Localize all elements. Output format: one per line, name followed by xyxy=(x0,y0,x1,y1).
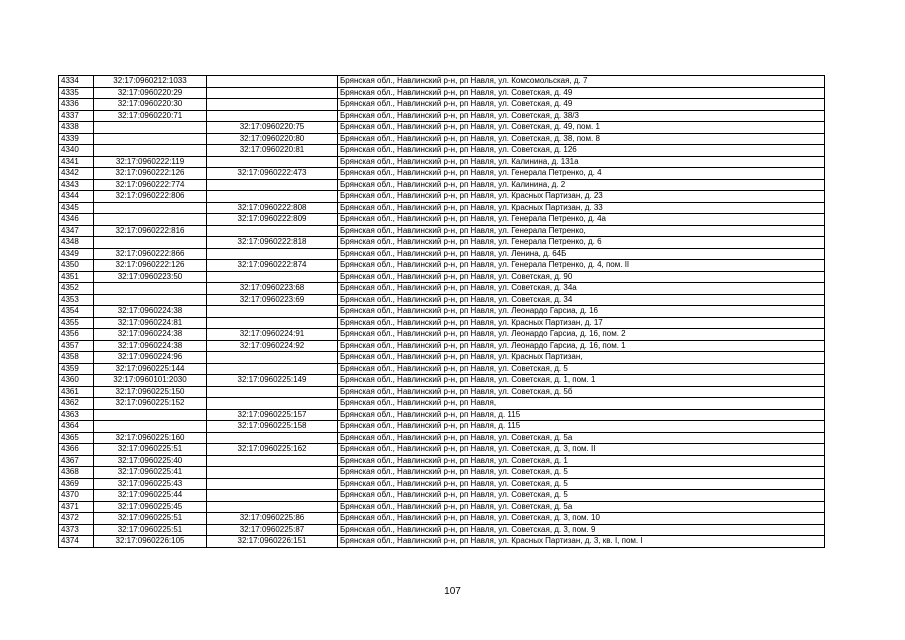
object-cadastral-number-cell xyxy=(207,271,338,283)
address-cell: Брянская обл., Навлинский р-н, рп Навля, ул. Советская, д. 38, пом. 8 xyxy=(338,133,825,145)
row-number-cell: 4354 xyxy=(59,306,94,318)
cadastral-number-cell: 32:17:0960225:144 xyxy=(94,363,207,375)
row-number-cell: 4345 xyxy=(59,202,94,214)
row-number-cell: 4341 xyxy=(59,156,94,168)
row-number-cell: 4353 xyxy=(59,294,94,306)
object-cadastral-number-cell xyxy=(207,386,338,398)
cadastral-number-cell: 32:17:0960225:152 xyxy=(94,398,207,410)
address-cell: Брянская обл., Навлинский р-н, рп Навля, ул. Советская, д. 34а xyxy=(338,283,825,295)
table-row xyxy=(59,271,825,283)
address-cell: Брянская обл., Навлинский р-н, рп Навля, ул. Советская, д. 1 xyxy=(338,455,825,467)
object-cadastral-number-cell xyxy=(207,455,338,467)
object-cadastral-number-cell xyxy=(207,225,338,237)
row-number-cell: 4347 xyxy=(59,225,94,237)
object-cadastral-number-cell: 32:17:0960225:86 xyxy=(207,513,338,525)
row-number-cell: 4367 xyxy=(59,455,94,467)
table-row xyxy=(59,225,825,237)
row-number-cell: 4349 xyxy=(59,248,94,260)
registry-table-body xyxy=(59,76,825,548)
object-cadastral-number-cell xyxy=(207,467,338,479)
address-cell: Брянская обл., Навлинский р-н, рп Навля, ул. Советская, д. 90 xyxy=(338,271,825,283)
row-number-cell: 4366 xyxy=(59,444,94,456)
cadastral-number-cell: 32:17:0960225:44 xyxy=(94,490,207,502)
object-cadastral-number-cell xyxy=(207,156,338,168)
cadastral-number-cell: 32:17:0960212:1033 xyxy=(94,76,207,88)
row-number-cell: 4364 xyxy=(59,421,94,433)
cadastral-number-cell: 32:17:0960223:50 xyxy=(94,271,207,283)
cadastral-number-cell: 32:17:0960225:160 xyxy=(94,432,207,444)
cadastral-number-cell: 32:17:0960226:105 xyxy=(94,536,207,548)
row-number-cell: 4365 xyxy=(59,432,94,444)
row-number-cell: 4358 xyxy=(59,352,94,364)
object-cadastral-number-cell: 32:17:0960225:149 xyxy=(207,375,338,387)
table-row xyxy=(59,375,825,387)
cadastral-number-cell: 32:17:0960220:30 xyxy=(94,99,207,111)
cadastral-number-cell: 32:17:0960220:29 xyxy=(94,87,207,99)
address-cell: Брянская обл., Навлинский р-н, рп Навля, ул. Красных Партизан, д. 33 xyxy=(338,202,825,214)
table-row xyxy=(59,248,825,260)
row-number-cell: 4369 xyxy=(59,478,94,490)
table-row xyxy=(59,536,825,548)
object-cadastral-number-cell: 32:17:0960220:81 xyxy=(207,145,338,157)
table-row xyxy=(59,260,825,272)
row-number-cell: 4346 xyxy=(59,214,94,226)
address-cell: Брянская обл., Навлинский р-н, рп Навля, ул. Генерала Петренко, д. 4а xyxy=(338,214,825,226)
row-number-cell: 4374 xyxy=(59,536,94,548)
row-number-cell: 4334 xyxy=(59,76,94,88)
table-row xyxy=(59,179,825,191)
table-row xyxy=(59,87,825,99)
object-cadastral-number-cell: 32:17:0960222:809 xyxy=(207,214,338,226)
object-cadastral-number-cell: 32:17:0960222:808 xyxy=(207,202,338,214)
row-number-cell: 4371 xyxy=(59,501,94,513)
row-number-cell: 4363 xyxy=(59,409,94,421)
table-row xyxy=(59,110,825,122)
page-number: 107 xyxy=(444,586,461,597)
table-row xyxy=(59,490,825,502)
object-cadastral-number-cell xyxy=(207,306,338,318)
row-number-cell: 4355 xyxy=(59,317,94,329)
row-number-cell: 4340 xyxy=(59,145,94,157)
cadastral-number-cell xyxy=(94,122,207,134)
object-cadastral-number-cell xyxy=(207,398,338,410)
table-row xyxy=(59,398,825,410)
address-cell: Брянская обл., Навлинский р-н, рп Навля, ул. Леонардо Гарсиа, д. 16 xyxy=(338,306,825,318)
address-cell: Брянская обл., Навлинский р-н, рп Навля, ул. Советская, д. 5а xyxy=(338,501,825,513)
object-cadastral-number-cell: 32:17:0960223:69 xyxy=(207,294,338,306)
cadastral-number-cell xyxy=(94,133,207,145)
cadastral-number-cell: 32:17:0960225:45 xyxy=(94,501,207,513)
cadastral-number-cell: 32:17:0960224:38 xyxy=(94,340,207,352)
address-cell: Брянская обл., Навлинский р-н, рп Навля, ул. Советская, д. 49 xyxy=(338,99,825,111)
address-cell: Брянская обл., Навлинский р-н, рп Навля, ул. Генерала Петренко, д. 6 xyxy=(338,237,825,249)
address-cell: Брянская обл., Навлинский р-н, рп Навля, ул. Калинина, д. 2 xyxy=(338,179,825,191)
row-number-cell: 4361 xyxy=(59,386,94,398)
object-cadastral-number-cell xyxy=(207,490,338,502)
row-number-cell: 4368 xyxy=(59,467,94,479)
address-cell: Брянская обл., Навлинский р-н, рп Навля, ул. Красных Партизан, д. 17 xyxy=(338,317,825,329)
cadastral-number-cell xyxy=(94,283,207,295)
address-cell: Брянская обл., Навлинский р-н, рп Навля, ул. Леонардо Гарсиа, д. 16, пом. 2 xyxy=(338,329,825,341)
address-cell: Брянская обл., Навлинский р-н, рп Навля, ул. Советская, д. 5 xyxy=(338,363,825,375)
table-row xyxy=(59,214,825,226)
object-cadastral-number-cell: 32:17:0960225:87 xyxy=(207,524,338,536)
table-row xyxy=(59,145,825,157)
row-number-cell: 4339 xyxy=(59,133,94,145)
address-cell: Брянская обл., Навлинский р-н, рп Навля, ул. Советская, д. 5 xyxy=(338,478,825,490)
cadastral-number-cell xyxy=(94,214,207,226)
table-row xyxy=(59,133,825,145)
table-row xyxy=(59,432,825,444)
address-cell: Брянская обл., Навлинский р-н, рп Навля, ул. Красных Партизан, д. 3, кв. I, пом. I xyxy=(338,536,825,548)
table-row xyxy=(59,329,825,341)
cadastral-number-cell: 32:17:0960225:51 xyxy=(94,513,207,525)
address-cell: Брянская обл., Навлинский р-н, рп Навля, ул. Генерала Петренко, xyxy=(338,225,825,237)
cadastral-number-cell: 32:17:0960225:40 xyxy=(94,455,207,467)
row-number-cell: 4348 xyxy=(59,237,94,249)
address-cell: Брянская обл., Навлинский р-н, рп Навля, ул. Генерала Петренко, д. 4 xyxy=(338,168,825,180)
table-row xyxy=(59,524,825,536)
address-cell: Брянская обл., Навлинский р-н, рп Навля, ул. Калинина, д. 131а xyxy=(338,156,825,168)
row-number-cell: 4370 xyxy=(59,490,94,502)
address-cell: Брянская обл., Навлинский р-н, рп Навля, ул. Советская, д. 38/3 xyxy=(338,110,825,122)
address-cell: Брянская обл., Навлинский р-н, рп Навля, ул. Красных Партизан, д. 23 xyxy=(338,191,825,203)
cadastral-number-cell: 32:17:0960224:38 xyxy=(94,329,207,341)
row-number-cell: 4336 xyxy=(59,99,94,111)
object-cadastral-number-cell: 32:17:0960223:68 xyxy=(207,283,338,295)
cadastral-number-cell: 32:17:0960225:150 xyxy=(94,386,207,398)
table-row xyxy=(59,122,825,134)
row-number-cell: 4343 xyxy=(59,179,94,191)
registry-table xyxy=(58,75,825,548)
object-cadastral-number-cell: 32:17:0960222:473 xyxy=(207,168,338,180)
row-number-cell: 4338 xyxy=(59,122,94,134)
table-row xyxy=(59,421,825,433)
cadastral-number-cell: 32:17:0960222:806 xyxy=(94,191,207,203)
address-cell: Брянская обл., Навлинский р-н, рп Навля, ул. Советская, д. 126 xyxy=(338,145,825,157)
object-cadastral-number-cell xyxy=(207,432,338,444)
cadastral-number-cell xyxy=(94,237,207,249)
address-cell: Брянская обл., Навлинский р-н, рп Навля, ул. Советская, д. 1, пом. 1 xyxy=(338,375,825,387)
table-row xyxy=(59,444,825,456)
object-cadastral-number-cell xyxy=(207,248,338,260)
object-cadastral-number-cell xyxy=(207,99,338,111)
address-cell: Брянская обл., Навлинский р-н, рп Навля, ул. Советская, д. 5 xyxy=(338,467,825,479)
table-row xyxy=(59,76,825,88)
address-cell: Брянская обл., Навлинский р-н, рп Навля, ул. Советская, д. 5б xyxy=(338,386,825,398)
address-cell: Брянская обл., Навлинский р-н, рп Навля, xyxy=(338,398,825,410)
object-cadastral-number-cell: 32:17:0960220:80 xyxy=(207,133,338,145)
address-cell: Брянская обл., Навлинский р-н, рп Навля, ул. Генерала Петренко, д. 4, пом. II xyxy=(338,260,825,272)
object-cadastral-number-cell xyxy=(207,191,338,203)
cadastral-number-cell: 32:17:0960224:38 xyxy=(94,306,207,318)
row-number-cell: 4337 xyxy=(59,110,94,122)
object-cadastral-number-cell: 32:17:0960220:75 xyxy=(207,122,338,134)
row-number-cell: 4360 xyxy=(59,375,94,387)
table-row xyxy=(59,352,825,364)
table-row xyxy=(59,306,825,318)
row-number-cell: 4373 xyxy=(59,524,94,536)
cadastral-number-cell xyxy=(94,294,207,306)
cadastral-number-cell: 32:17:0960225:51 xyxy=(94,524,207,536)
object-cadastral-number-cell: 32:17:0960226:151 xyxy=(207,536,338,548)
table-row xyxy=(59,202,825,214)
object-cadastral-number-cell xyxy=(207,363,338,375)
row-number-cell: 4342 xyxy=(59,168,94,180)
cadastral-number-cell: 32:17:0960101:2030 xyxy=(94,375,207,387)
cadastral-number-cell: 32:17:0960220:71 xyxy=(94,110,207,122)
object-cadastral-number-cell: 32:17:0960222:874 xyxy=(207,260,338,272)
cadastral-number-cell xyxy=(94,145,207,157)
cadastral-number-cell: 32:17:0960224:81 xyxy=(94,317,207,329)
table-row xyxy=(59,99,825,111)
cadastral-number-cell: 32:17:0960222:126 xyxy=(94,168,207,180)
table-row xyxy=(59,191,825,203)
table-row xyxy=(59,168,825,180)
row-number-cell: 4357 xyxy=(59,340,94,352)
table-row xyxy=(59,317,825,329)
table-row xyxy=(59,386,825,398)
cadastral-number-cell: 32:17:0960224:96 xyxy=(94,352,207,364)
address-cell: Брянская обл., Навлинский р-н, рп Навля, ул. Ленина, д. 64Б xyxy=(338,248,825,260)
object-cadastral-number-cell: 32:17:0960224:91 xyxy=(207,329,338,341)
cadastral-number-cell: 32:17:0960222:126 xyxy=(94,260,207,272)
cadastral-number-cell: 32:17:0960222:774 xyxy=(94,179,207,191)
row-number-cell: 4359 xyxy=(59,363,94,375)
object-cadastral-number-cell: 32:17:0960222:818 xyxy=(207,237,338,249)
address-cell: Брянская обл., Навлинский р-н, рп Навля, ул. Советская, д. 49 xyxy=(338,87,825,99)
address-cell: Брянская обл., Навлинский р-н, рп Навля, д. 115 xyxy=(338,409,825,421)
table-row xyxy=(59,237,825,249)
address-cell: Брянская обл., Навлинский р-н, рп Навля, ул. Советская, д. 3, пом. 10 xyxy=(338,513,825,525)
table-row xyxy=(59,283,825,295)
table-row xyxy=(59,340,825,352)
row-number-cell: 4372 xyxy=(59,513,94,525)
cadastral-number-cell: 32:17:0960222:866 xyxy=(94,248,207,260)
row-number-cell: 4351 xyxy=(59,271,94,283)
address-cell: Брянская обл., Навлинский р-н, рп Навля, д. 115 xyxy=(338,421,825,433)
object-cadastral-number-cell xyxy=(207,76,338,88)
object-cadastral-number-cell xyxy=(207,179,338,191)
object-cadastral-number-cell xyxy=(207,352,338,364)
address-cell: Брянская обл., Навлинский р-н, рп Навля, ул. Советская, д. 3, пом. II xyxy=(338,444,825,456)
table-row xyxy=(59,455,825,467)
table-row xyxy=(59,363,825,375)
address-cell: Брянская обл., Навлинский р-н, рп Навля, ул. Советская, д. 3, пом. 9 xyxy=(338,524,825,536)
address-cell: Брянская обл., Навлинский р-н, рп Навля, ул. Советская, д. 5 xyxy=(338,490,825,502)
row-number-cell: 4352 xyxy=(59,283,94,295)
address-cell: Брянская обл., Навлинский р-н, рп Навля, ул. Красных Партизан, xyxy=(338,352,825,364)
cadastral-number-cell: 32:17:0960222:816 xyxy=(94,225,207,237)
row-number-cell: 4356 xyxy=(59,329,94,341)
table-row xyxy=(59,294,825,306)
cadastral-number-cell: 32:17:0960225:51 xyxy=(94,444,207,456)
cadastral-number-cell xyxy=(94,409,207,421)
object-cadastral-number-cell xyxy=(207,317,338,329)
object-cadastral-number-cell xyxy=(207,87,338,99)
object-cadastral-number-cell: 32:17:0960225:162 xyxy=(207,444,338,456)
cadastral-number-cell xyxy=(94,202,207,214)
cadastral-number-cell: 32:17:0960225:43 xyxy=(94,478,207,490)
table-row xyxy=(59,409,825,421)
cadastral-number-cell: 32:17:0960222:119 xyxy=(94,156,207,168)
row-number-cell: 4362 xyxy=(59,398,94,410)
object-cadastral-number-cell xyxy=(207,501,338,513)
address-cell: Брянская обл., Навлинский р-н, рп Навля, ул. Советская, д. 34 xyxy=(338,294,825,306)
row-number-cell: 4350 xyxy=(59,260,94,272)
table-row xyxy=(59,513,825,525)
object-cadastral-number-cell: 32:17:0960224:92 xyxy=(207,340,338,352)
cadastral-number-cell xyxy=(94,421,207,433)
address-cell: Брянская обл., Навлинский р-н, рп Навля, ул. Советская, д. 5а xyxy=(338,432,825,444)
row-number-cell: 4344 xyxy=(59,191,94,203)
table-row xyxy=(59,156,825,168)
address-cell: Брянская обл., Навлинский р-н, рп Навля, ул. Леонардо Гарсиа, д. 16, пом. 1 xyxy=(338,340,825,352)
address-cell: Брянская обл., Навлинский р-н, рп Навля, ул. Комсомольская, д. 7 xyxy=(338,76,825,88)
table-row xyxy=(59,501,825,513)
table-row xyxy=(59,478,825,490)
object-cadastral-number-cell xyxy=(207,110,338,122)
cadastral-number-cell: 32:17:0960225:41 xyxy=(94,467,207,479)
address-cell: Брянская обл., Навлинский р-н, рп Навля, ул. Советская, д. 49, пом. 1 xyxy=(338,122,825,134)
table-row xyxy=(59,467,825,479)
object-cadastral-number-cell: 32:17:0960225:157 xyxy=(207,409,338,421)
object-cadastral-number-cell: 32:17:0960225:158 xyxy=(207,421,338,433)
object-cadastral-number-cell xyxy=(207,478,338,490)
row-number-cell: 4335 xyxy=(59,87,94,99)
